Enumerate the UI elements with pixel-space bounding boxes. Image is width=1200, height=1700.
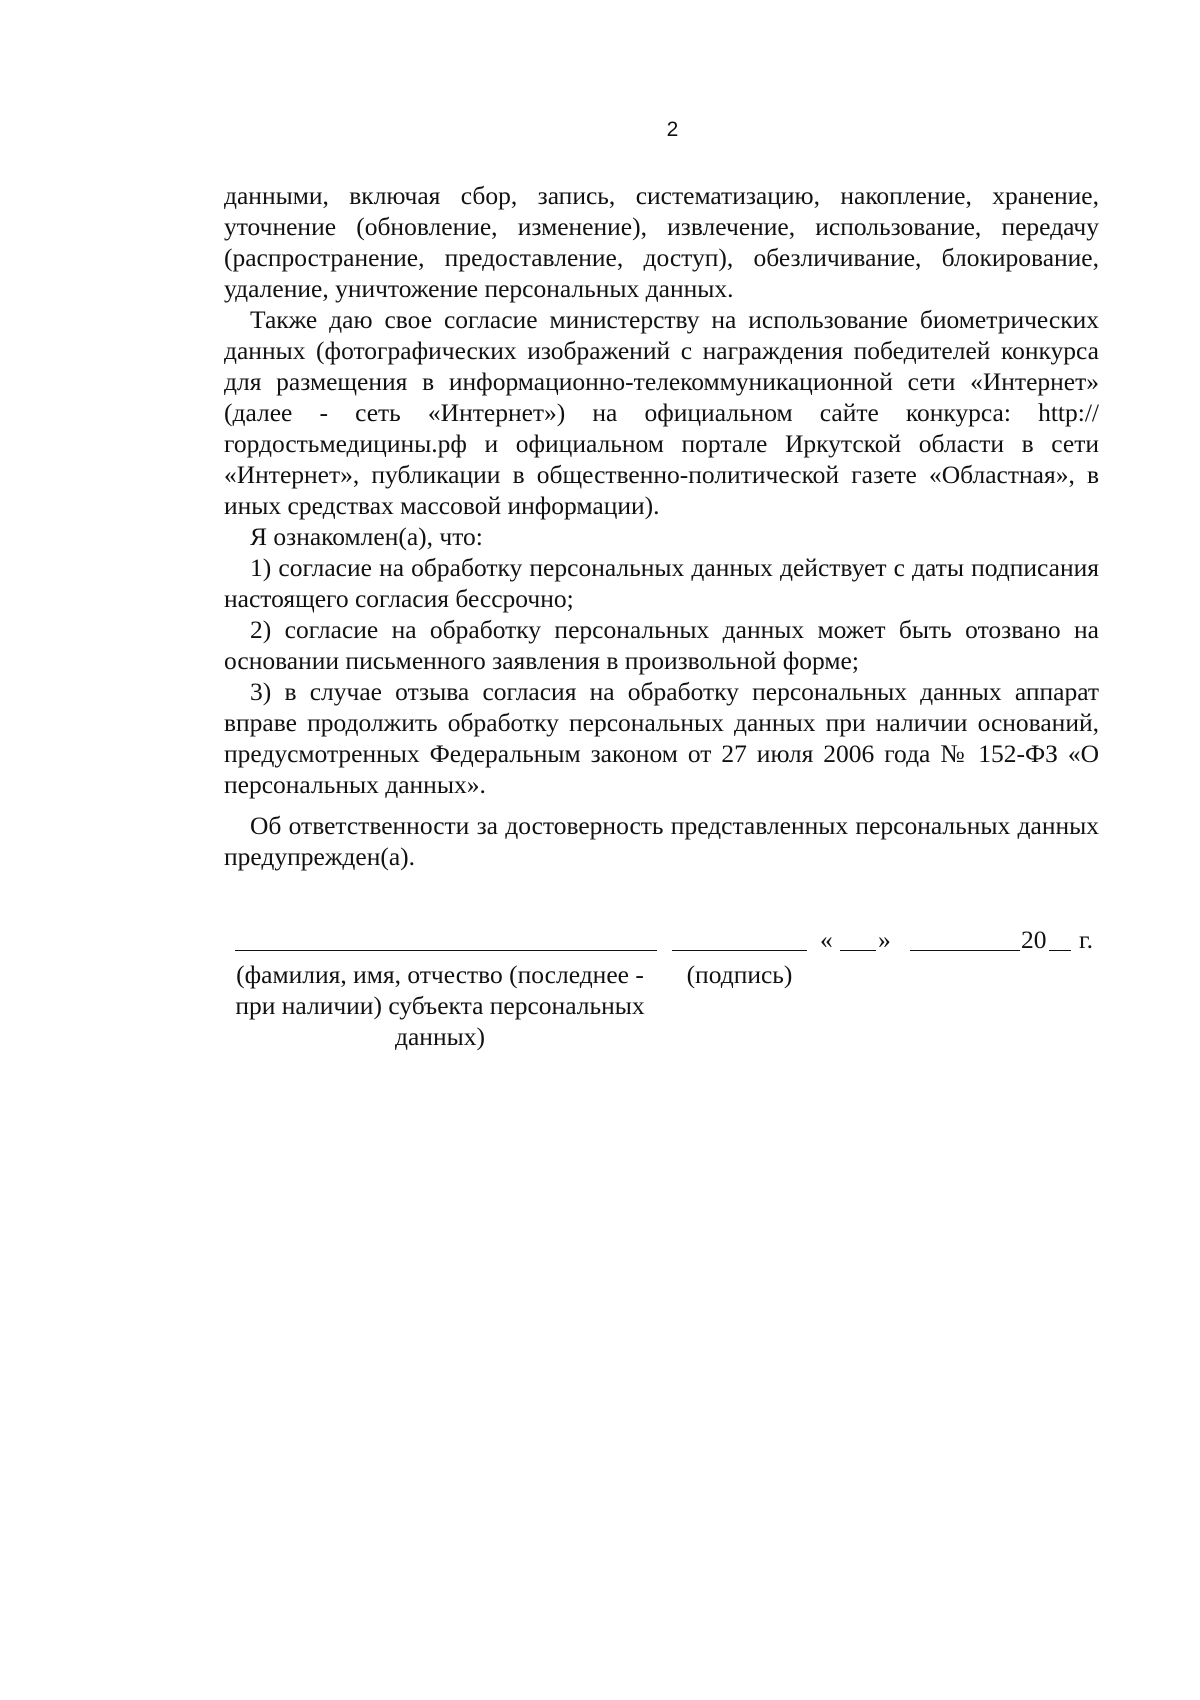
- paragraph-processing-actions: данными, включая сбор, запись, систематизацию, накопление, хранение, уточнение (обновление, изменение), извлечение, использование, передачу (распространение, предоставление, доступ), обезличивание, блокирование, удаление, уничтожение персональных данных.: [224, 181, 1099, 303]
- date-close-quote: »: [878, 925, 891, 954]
- paragraph-biometric-consent: Также даю свое согласие министерству на использование биометрических данных (фотографических изображений с награждения победителей конкурса для размещения в информационно-телекоммуникационной сети «Интернет» (далее - сеть «Интернет») на официальном сайте конкурса: http://гордостьмедицины.рф и официальном портале Иркутской области в сети «Интернет», публикации в общественно-политической газете «Областная», в иных средствах массовой информации).: [224, 305, 1099, 520]
- page-number: 2: [666, 118, 679, 141]
- paragraph-item-1: 1) согласие на обработку персональных данных действует с даты подписания настоящего согласия бессрочно;: [224, 553, 1099, 613]
- paragraph-item-3: 3) в случае отзыва согласия на обработку персональных данных аппарат вправе продолжить обработку персональных данных при наличии оснований, предусмотренных Федеральным законом от 27 июля 2006 года № 152-ФЗ «О персональных данных».: [224, 677, 1099, 799]
- paragraph-responsibility: Об ответственности за достоверность представленных персональных данных предупрежден(а).: [224, 811, 1099, 871]
- signature-caption: (подпись): [686, 960, 793, 989]
- name-caption: (фамилия, имя, отчество (последнее - при наличии) субъекта персональных данных): [235, 960, 645, 1051]
- name-signature-line[interactable]: [235, 950, 657, 951]
- year-suffix: г.: [1079, 925, 1093, 954]
- day-blank-line[interactable]: [840, 950, 876, 951]
- month-blank-line[interactable]: [910, 950, 1020, 951]
- year-blank-line[interactable]: [1049, 950, 1071, 951]
- year-prefix: 20: [1021, 925, 1047, 954]
- date-open-quote: «: [820, 925, 833, 954]
- document-body: [224, 180, 1099, 872]
- paragraph-acknowledgement-intro: Я ознакомлен(а), что:: [250, 522, 483, 551]
- signature-line[interactable]: [672, 950, 807, 951]
- paragraph-item-2: 2) согласие на обработку персональных данных может быть отозвано на основании письменного заявления в произвольной форме;: [224, 615, 1099, 675]
